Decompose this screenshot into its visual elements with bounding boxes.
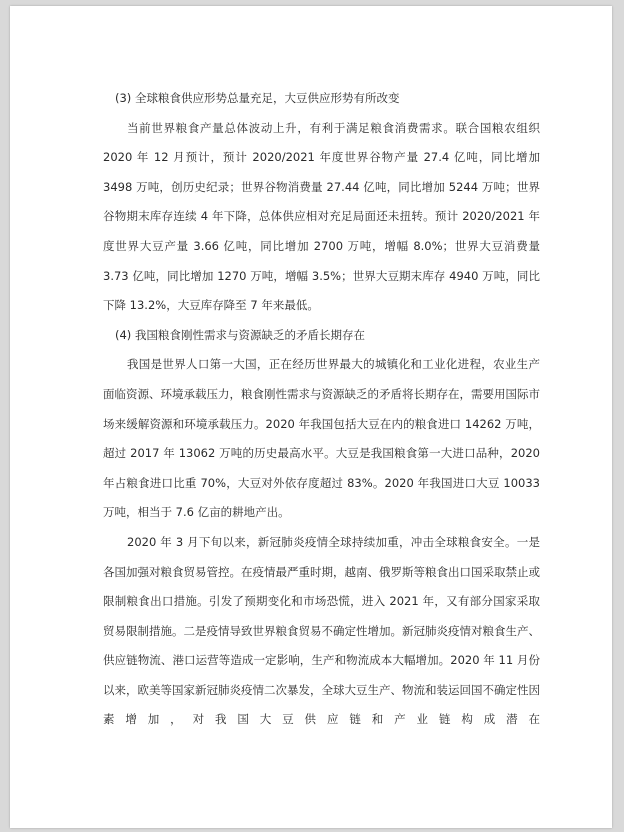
paragraph-covid-impact: 2020 年 3 月下旬以来，新冠肺炎疫情全球持续加重，冲击全球粮食安全。一是各国加强对粮食贸易管控。在疫情最严重时期，越南、俄罗斯等粮食出口国采取禁止或限制粮食出口措施。引发了预期变化和市场恐慌，进入 2021 年，又有部分国家采取贸易限制措施。二是疫情导致世界粮食贸易不确定性增加。新冠肺炎疫情对粮食生产、供应链物流、港口运营等造成一定影响，生产和物流成本大幅增加。2020 年 11 月份以来，欧美等国家新冠肺炎疫情二次暴发，全球大豆生产、物流和装运回国不确定性因素增加，对我国大豆供应链和产业链构成潜在 [103, 534, 540, 727]
section-heading-4: (4) 我国粮食刚性需求与资源缺乏的矛盾长期存在 [115, 327, 365, 342]
paragraph-grain-supply: 当前世界粮食产量总体波动上升，有利于满足粮食消费需求。联合国粮农组织 2020 年 12 月预计，预计 2020/2021 年度世界谷物产量 27.4 亿吨，同比增加 3498 万吨，创历史纪录；世界谷物消费量 27.44 亿吨，同比增加 5244 万吨；世界谷物期末库存连续 4 年下降，总体供应相对充足局面还未扭转。预计 2020/2021 年度世界大豆产量 3.66 亿吨，同比增加 2700 万吨，增幅 8.0%；世界大豆消费量 3.73 亿吨，同比增加 1270 万吨，增幅 3.5%；世界大豆期末库存 4940 万吨，同比下降 13.2%，大豆库存降至 7 年来最低。 [103, 120, 540, 313]
section-heading-3: (3) 全球粮食供应形势总量充足，大豆供应形势有所改变 [115, 91, 400, 105]
document-page [10, 6, 612, 828]
paragraph-china-demand: 我国是世界人口第一大国，正在经历世界最大的城镇化和工业化进程，农业生产面临资源、环境承载压力，粮食刚性需求与资源缺乏的矛盾将长期存在，需要用国际市场来缓解资源和环境承载压力。2020 年我国包括大豆在内的粮食进口 14262 万吨，超过 2017 年 13062 万吨的历史最高水平。大豆是我国粮食第一大进口品种，2020 年占粮食进口比重 70%，大豆对外依存度超过 83%。2020 年我国进口大豆 10033 万吨，相当于 7.6 亿亩的耕地产出。 [103, 357, 540, 520]
document-body [103, 84, 540, 735]
